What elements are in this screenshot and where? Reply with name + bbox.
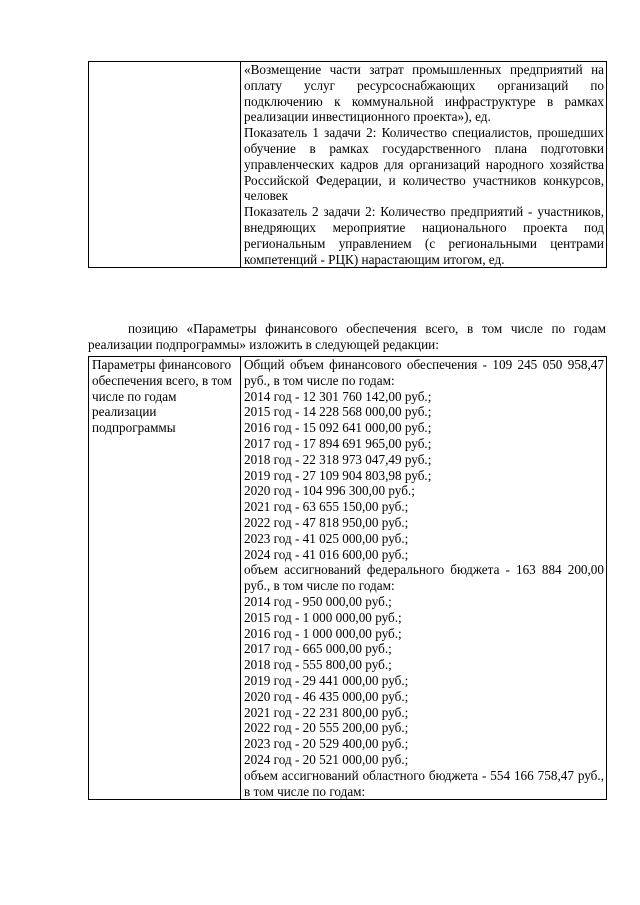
total-year-line: 2020 год - 104 996 300,00 руб.; <box>244 483 415 499</box>
indicator-task2-2: Показатель 2 задачи 2: Количество предприятий - участников, внедряющих мероприятие национального проекта под региональным управлением (с региональными центрами компетенций - РЦК) нарастающим итогом, ед. <box>244 204 604 267</box>
federal-year-line: 2020 год - 46 435 000,00 руб.; <box>244 688 409 704</box>
amendment-paragraph <box>88 321 606 353</box>
federal-year-line: 2022 год - 20 555 200,00 руб.; <box>244 720 409 736</box>
total-year-line: 2017 год - 17 894 691 965,00 руб.; <box>244 435 432 451</box>
total-year-line: 2016 год - 15 092 641 000,00 руб.; <box>244 420 432 436</box>
financing-cell <box>241 357 607 800</box>
total-year-line: 2022 год - 47 818 950,00 руб.; <box>244 514 409 530</box>
total-year-line: 2018 год - 22 318 973 047,49 руб.; <box>244 451 432 467</box>
federal-year-line: 2017 год - 665 000,00 руб.; <box>244 641 392 657</box>
total-year-line: 2015 год - 14 228 568 000,00 руб.; <box>244 404 432 420</box>
federal-budget-intro: объем ассигнований федерального бюджета - 163 884 200,00 руб., в том числе по годам: <box>244 562 604 594</box>
regional-budget-intro: объем ассигнований областного бюджета - 554 166 758,47 руб., в том числе по годам: <box>244 767 604 799</box>
total-year-line: 2021 год - 63 655 150,00 руб.; <box>244 499 409 515</box>
total-financing-intro: Общий объем финансового обеспечения - 109 245 050 958,47 руб., в том числе по годам: <box>244 357 604 388</box>
table-row <box>89 357 607 800</box>
total-year-line: 2014 год - 12 301 760 142,00 руб.; <box>244 388 432 404</box>
federal-year-line: 2023 год - 20 529 400,00 руб.; <box>244 736 409 752</box>
indicators-cell <box>241 62 607 268</box>
indicators-table <box>88 61 607 268</box>
indicator-task2-1: Показатель 1 задачи 2: Количество специалистов, прошедших обучение в рамках государственного плана подготовки управленческих кадров для организаций народного хозяйства Российской Федерации, и количество участников конкурсов, человек <box>244 125 604 204</box>
federal-year-line: 2016 год - 1 000 000,00 руб.; <box>244 625 402 641</box>
federal-year-line: 2021 год - 22 231 800,00 руб.; <box>244 704 409 720</box>
federal-year-line: 2015 год - 1 000 000,00 руб.; <box>244 609 402 625</box>
empty-left-cell <box>89 62 241 268</box>
federal-year-line: 2019 год - 29 441 000,00 руб.; <box>244 672 409 688</box>
table-row <box>89 62 607 268</box>
indicator-continuation: «Возмещение части затрат промышленных предприятий на оплату услуг ресурсоснабжающих организаций по подключению к коммунальной инфраструктуре в рамках реализации инвестиционного проекта»), ед. <box>244 62 604 125</box>
federal-year-line: 2018 год - 555 800,00 руб.; <box>244 657 392 673</box>
total-year-line: 2024 год - 41 016 600,00 руб.; <box>244 546 409 562</box>
federal-year-line: 2014 год - 950 000,00 руб.; <box>244 593 392 609</box>
federal-year-line: 2024 год - 20 521 000,00 руб.; <box>244 751 409 767</box>
financing-table <box>88 356 607 800</box>
financing-label: Параметры финансового обеспечения всего, в том числе по годам реализации подпрограммы <box>89 357 241 800</box>
total-year-line: 2023 год - 41 025 000,00 руб.; <box>244 530 409 546</box>
amendment-text: позицию «Параметры финансового обеспечения всего, в том числе по годам реализации подпрограммы» изложить в следующей редакции: <box>88 321 606 352</box>
total-year-line: 2019 год - 27 109 904 803,98 руб.; <box>244 467 432 483</box>
